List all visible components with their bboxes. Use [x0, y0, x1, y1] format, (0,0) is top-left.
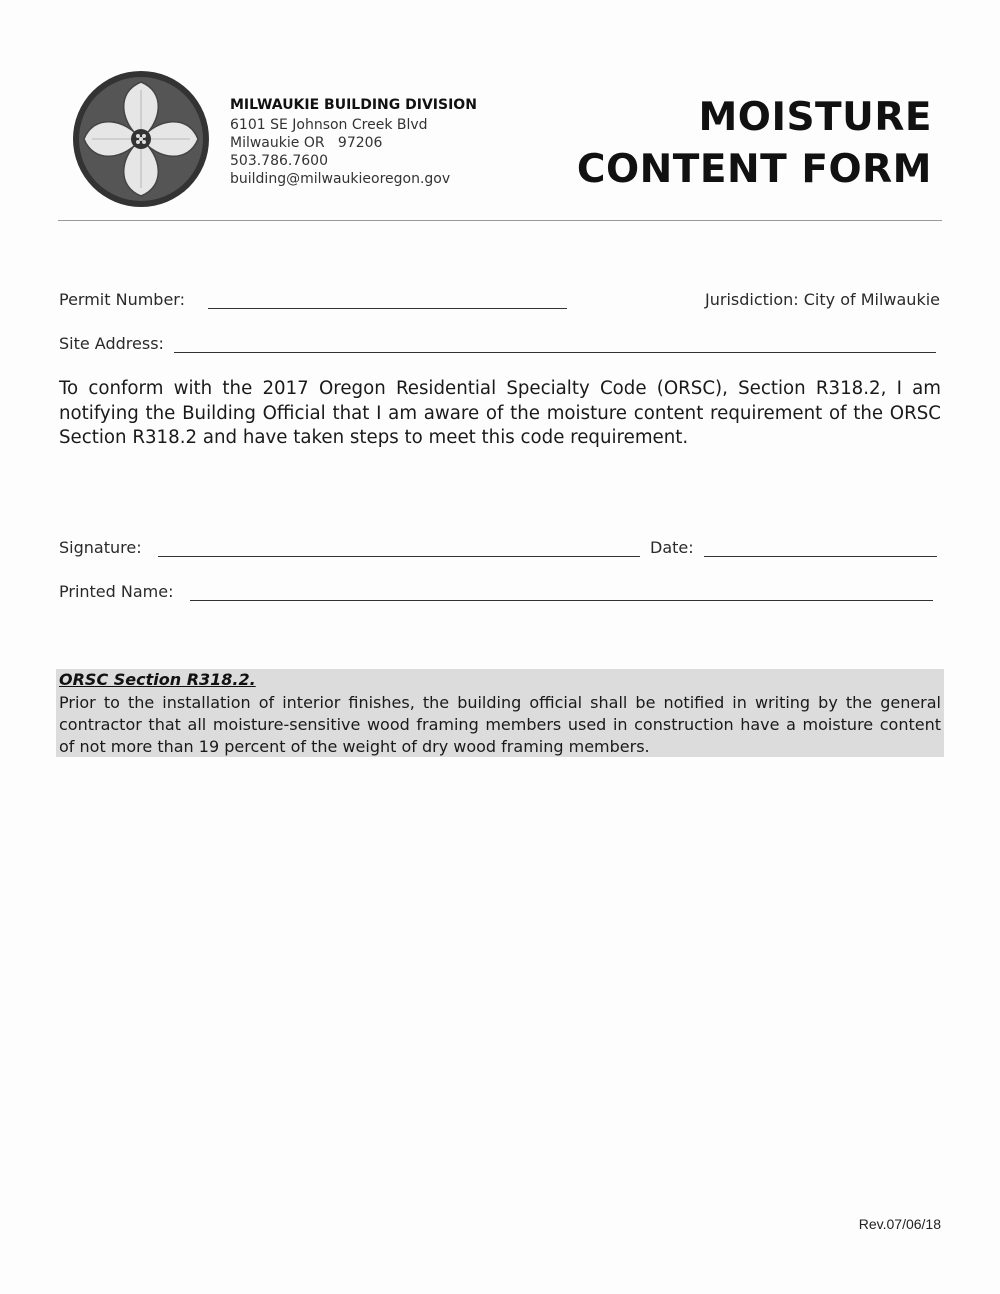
dogwood-flower-seal-icon — [72, 70, 210, 208]
signature-label: Signature: — [59, 538, 142, 557]
header-divider — [58, 220, 942, 221]
permit-number-label: Permit Number: — [59, 290, 185, 309]
address-line-1: 6101 SE Johnson Creek Blvd — [230, 117, 428, 133]
code-reference-title: ORSC Section R318.2. — [59, 670, 256, 689]
permit-number-field[interactable] — [208, 308, 567, 309]
email-address: building@milwaukieoregon.gov — [230, 171, 451, 187]
form-title-line-1: MOISTURE — [698, 95, 932, 140]
org-name: MILWAUKIE BUILDING DIVISION — [230, 97, 477, 113]
jurisdiction-text: Jurisdiction: City of Milwaukie — [705, 290, 940, 309]
printed-name-label: Printed Name: — [59, 582, 174, 601]
statement-paragraph: To conform with the 2017 Oregon Residential Specialty Code (ORSC), Section R318.2, I am notifying the Building Official that I am aware of the moisture content requirement of the ORSC Section R318.2 and have taken steps to meet this code requirement. — [59, 378, 941, 448]
phone-number: 503.786.7600 — [230, 153, 328, 169]
address-line-2: Milwaukie OR 97206 — [230, 135, 383, 151]
date-field[interactable] — [704, 556, 937, 557]
date-label: Date: — [650, 538, 694, 557]
form-title-line-2: CONTENT FORM — [576, 147, 932, 192]
signature-field[interactable] — [158, 556, 640, 557]
code-reference-text: Prior to the installation of interior finishes, the building official shall be notified in writing by the general contractor that all moisture-sensitive wood framing members used in construction have a moisture content of not more than 19 percent of the weight of dry wood framing members. — [59, 693, 941, 756]
revision-date: Rev.07/06/18 — [858, 1216, 941, 1232]
form-title — [577, 92, 932, 196]
site-address-field[interactable] — [174, 352, 936, 353]
site-address-label: Site Address: — [59, 334, 164, 353]
printed-name-field[interactable] — [190, 600, 933, 601]
